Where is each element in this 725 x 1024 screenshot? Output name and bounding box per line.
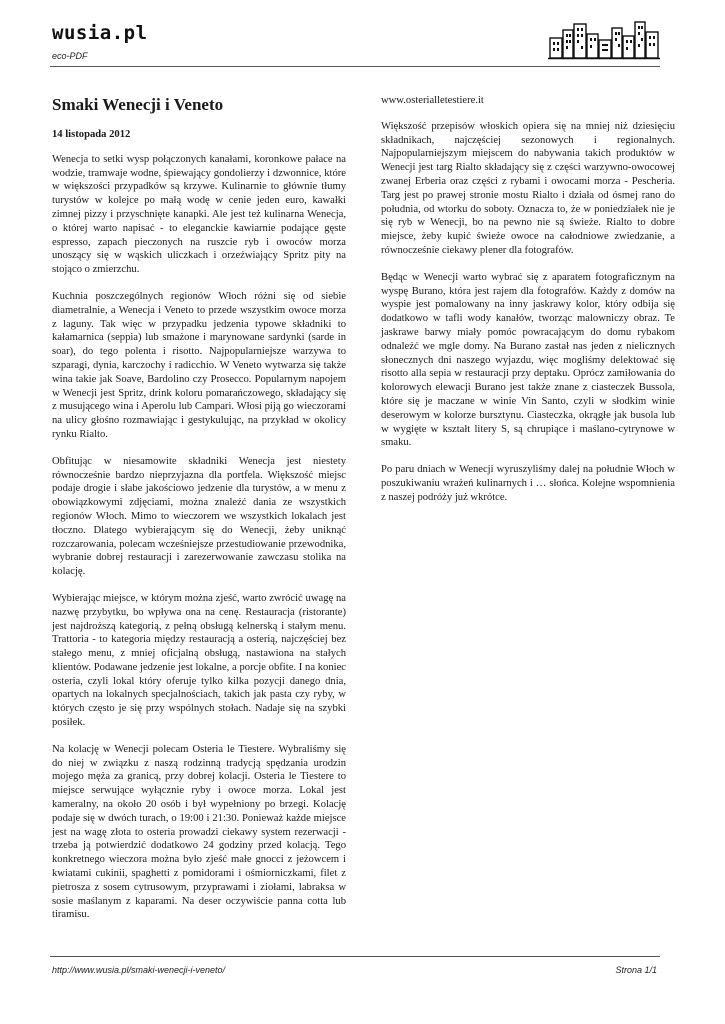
header-subtitle: eco-PDF xyxy=(52,51,88,61)
right-column xyxy=(381,94,675,518)
page-number: Strona 1/1 xyxy=(615,965,657,975)
paragraph: Wenecja to setki wysp połączonych kanałami, koronkowe pałace na wodzie, tramwaje wodne, śpiewający gondolierzy i dzwonnice, które w większości przypadków są krzywe. Kulinarnie to głównie tłumy turystów w kolejce po małą wodę w cenie jeden euro, kawałki zimnej pizzy i przyschnięte kanapki. Ale jest też kulinarna Wenecja, o której warto napisać - to eleganckie kawiarnie podające gęste espresso, zapach pieczonych na ruszcie ryb i owoców morza unoszący się w wąskich uliczkach i orzeźwiający Spritz pity na stojąco o zmierzchu. xyxy=(52,153,346,276)
footer-url[interactable]: http://www.wusia.pl/smaki-wenecji-i-veneto/ xyxy=(52,965,226,975)
paragraph: Po paru dniach w Wenecji wyruszyliśmy dalej na południe Włoch w poszukiwaniu wrażeń kulinarnych i … słońca. Kolejne wspomnienia z naszej podróży już wkrótce. xyxy=(381,464,675,503)
left-column xyxy=(52,94,346,935)
paragraph: Większość przepisów włoskich opiera się na mniej niż dziesięciu składnikach, najczęściej sezonowych i regionalnych. Najpopularniejszym miejscem do nabywania takich produktów w Wenecji jest targ Rialto składający się z części warzywno-owocowej zwanej Erberia oraz części z rybami i owocami morza - Pescheria. Targ jest po prawej stronie mostu Rialto i działa od ósmej rano do południa, od wtorku do soboty. Oznacza to, że w poniedziałek nie je się ryb w Wenecji, bo na pewno nie są świeże. Rialto to dobre miejsce, żeby kupić świeże owoce na całodniowe zwiedzanie, a równocześnie ciekawy plener dla fotografów. xyxy=(381,120,675,256)
restaurant-link[interactable]: www.osterialletestiere.it xyxy=(381,95,484,106)
article-title: Smaki Wenecji i Veneto xyxy=(52,95,224,114)
article-date: 14 listopada 2012 xyxy=(52,129,131,140)
site-logo[interactable]: wusia.pl xyxy=(52,22,148,44)
page-header xyxy=(50,18,660,66)
paragraph: Będąc w Wenecji warto wybrać się z aparatem fotograficznym na wyspę Burano, która jest rajem dla fotografów. Każdy z domów na wyspie jest pomalowany na inny jaskrawy kolor, który odbija się dodatkowo w tafli wody kanałów, tworząc malowniczy obraz. Te jaskrawe barwy miały pomóc powracającym do domu rybakom odnaleźć we mgle domy. Na Burano zastał nas jeden z nielicznych słonecznych dni naszego wyjazdu, więc mogliśmy delektować się risotto alla sepia w restauracji przy deptaku. Oprócz zamiłowania do kolorowych elewacji Burano jest także znane z ciasteczek Bussola, które się je maczane w winie Vin Santo, czyli w słodkim winie deserowym w kolorze bursztynu. Ciasteczka, okrągłe jak busola lub w wygięte w kształt litery S, są chrupiące i maślano-cytrynowe w smaku. xyxy=(381,271,675,449)
paragraph: Kuchnia poszczególnych regionów Włoch różni się od siebie diametralnie, a Wenecja i Veneto to przede wszystkim owoce morza z laguny. Tak więc w przypadku jedzenia typowe składniki to kałamarnica (seppia) lub smażone i marynowane sardynki (sarde in soar), do tego polenta i risotto. Najpopularniejsze warzywa to szparagi, dynia, karczochy i radicchio. W Veneto wytwarza się także wina takie jak Soave, Bardolino czy Prosecco. Popularnym napojem w Wenecji jest Spritz, drink koloru pomarańczowego, składający się z musującego wina i Aperolu lub Campari. Włosi piją go wieczorami na ulicy głośno rozmawiając i gestykulując, na przykład w okolicy rynku Rialto. xyxy=(52,290,346,440)
paragraph: Obfitując w niesamowite składniki Wenecja jest niestety równocześnie bardzo nieprzyjazna dla portfela. Większość miejsc podaje drogie i słabe jakościowo jedzenie dla turystów, a w menu z obowiązkowymi zdjęciami, można znaleźć dania ze wszystkich regionów Włoch. Mimo to wieczorem we wszystkich lokalach jest tłoczno. Dlatego wybierającym się do Wenecji, żeby uniknąć rozczarowania, polecam wcześniejsze przestudiowanie przewodnika, wybranie dobrej restauracji i zarezerwowanie zawczasu stolika na kolację. xyxy=(52,455,346,578)
header-divider xyxy=(50,66,660,67)
paragraph: Wybierając miejsce, w którym można zjeść, warto zwrócić uwagę na nazwę przybytku, bo wpływa ona na cenę. Restauracja (ristorante) jest najdroższą kategorią, z pełną obsługą kelnerską i stałym menu. Trattoria - to kategoria między restauracją a osterią, najczęściej bez stałego menu, z mniej oficjalną obsługą, nastawiona na stałych klientów. Podawane jedzenie jest lokalne, a porcje obfite. I na koniec osteria, czyli lokal który oferuje tylko kilka pozycji danego dnia, opartych na lokalnych specjalnościach, takich jak pasta czy ryby, w których często je się przy wspólnych stołach. Nadaje się na szybki posiłek. xyxy=(52,592,346,729)
footer-divider xyxy=(50,956,660,957)
paragraph: Na kolację w Wenecji polecam Osteria le Tiestere. Wybraliśmy się do niej w związku z naszą rodzinną tradycją spędzania urodzin mojego męża za granicą, przy dobrej kolacji. Osteria le Tiestere to miejsce serwujące wyłącznie ryby i owoce morza. Lokal jest kameralny, na około 20 osób i był wypełniony po brzegi. Kolację podaje się w dwóch turach, o 19:00 i 21:30. Ponieważ każde miejsce jest na wagę złota to osteria prowadzi ciekawy system rezerwacji - trzeba ją potwierdzić dodatkowo 24 godziny przed kolacją. Tego konkretnego wieczora można było zjeść małe gnocci z jeżowcem i kwiatami cukinii, spaghetti z pomidorami i ośmiorniczkami, filet z pietrosza z sosem cytrusowym, przyprawami i ziołami, labraksa w sosie maślanym z kaparami. Na deser oczywiście panna cotta lub tiramisu. xyxy=(52,743,346,921)
city-skyline-icon xyxy=(548,20,660,60)
